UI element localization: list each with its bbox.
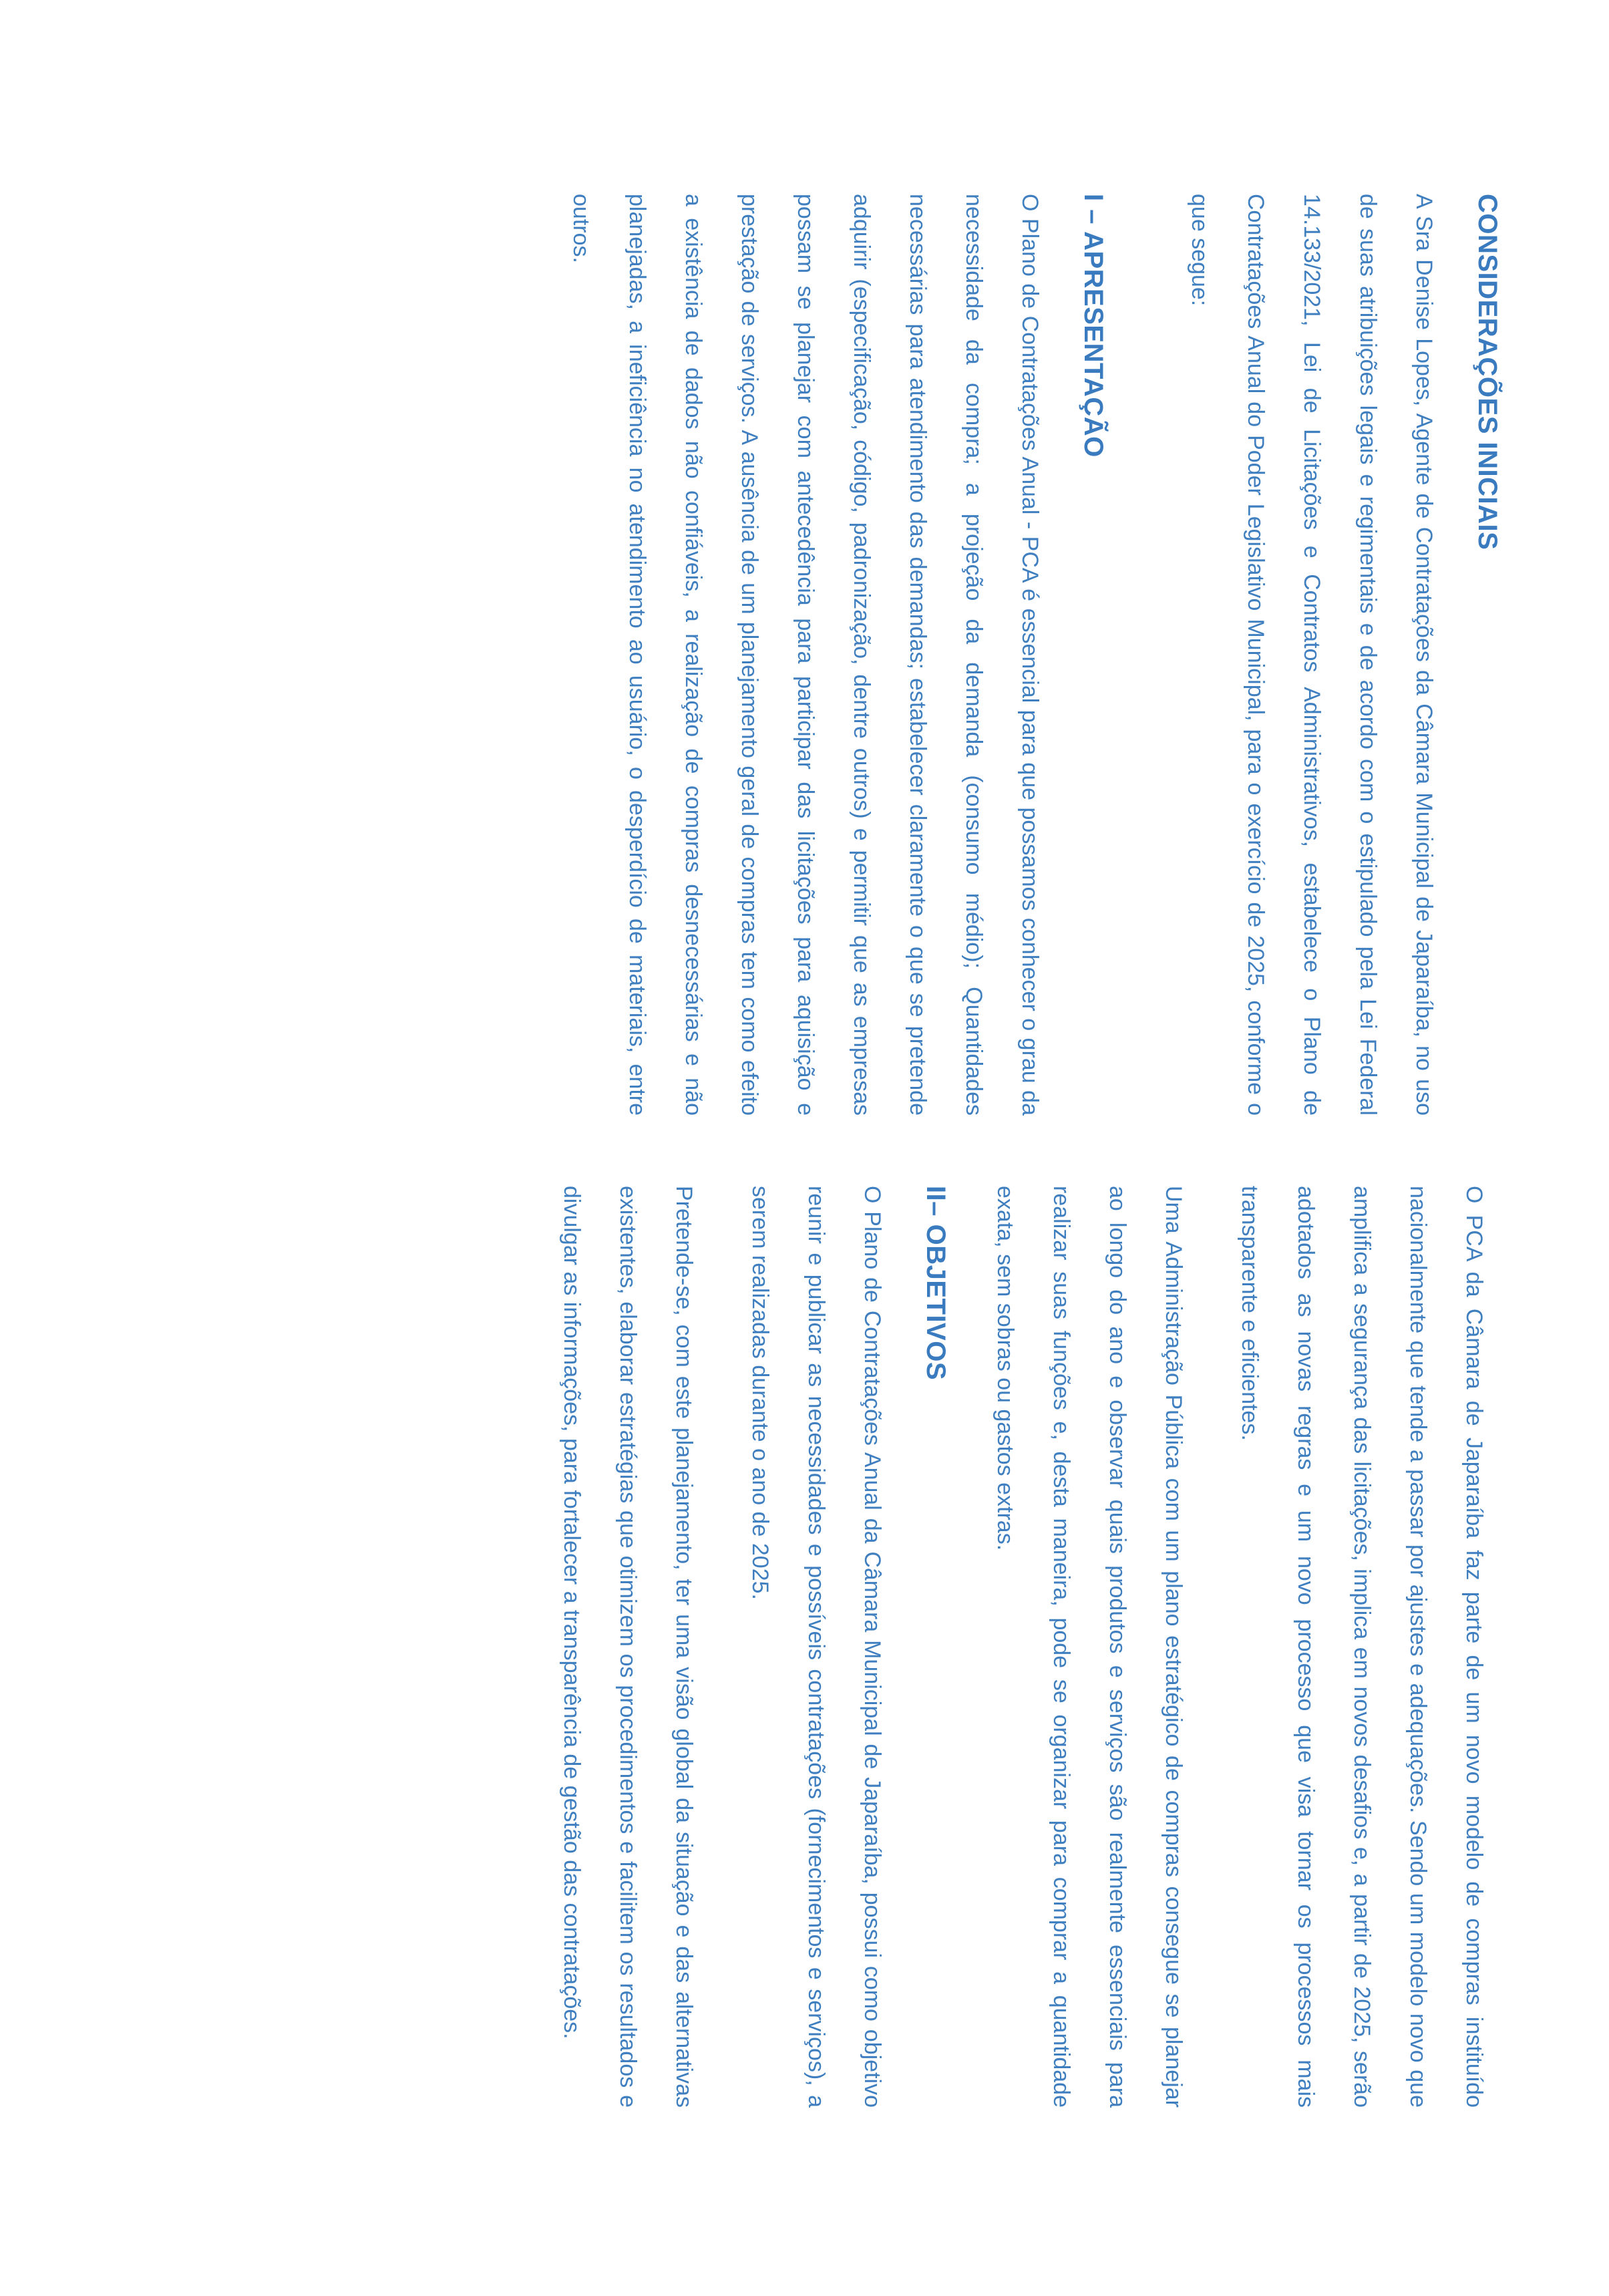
paragraph-administracao: Uma Administração Pública com um plano estratégico de compras consegue se planejar ao longo do ano e observar quais produtos e serviços são realmente essenciais para realizar suas funções e, desta maneira, pode se organizar para comprar a quantidade exata, sem sobras ou gastos extras. — [993, 1186, 1186, 2108]
paragraph-intro: A Sra Denise Lopes, Agente de Contratações da Câmara Municipal de Japaraíba, no uso de suas atribuições legais e regimentais e de acordo com o estipulado pela Lei Federal 14.133/2021, Lei de Licitações e Contratos Administrativos, estabelece o Plano de Contratações Anual do Poder Legislativo Municipal, para o exercício de 2025, conforme o que segue: — [1187, 194, 1437, 1116]
heading-consideracoes-iniciais: CONSIDERAÇÕES INICIAIS — [1473, 194, 1502, 550]
paragraph-apresentacao: O Plano de Contratações Anual - PCA é essencial para que possamos conhecer o grau da necessidade da compra; a projeção da demanda (consumo médio); Quantidades necessárias para atendimento das demandas; estabelecer claramente o que se pretende adquirir (especificação, código, padronização, dentre outros) e permitir que as empresas possam se planejar com antecedência para participar das licitações para aquisição e prestação de serviços. A ausência de um planejamento geral de compras tem como efeito a existência de dados não confiáveis, a realização de compras desnecessárias e não planejadas, a ineficiência no atendimento ao usuário, o desperdício de materiais, entre outros. — [568, 194, 1043, 1116]
right-column — [524, 1186, 1502, 2108]
paragraph-pca-modelo: O PCA da Câmara de Japaraíba faz parte de um novo modelo de compras instituído nacionalmente que tende a passar por ajustes e adequações. Sendo um modelo novo que amplifica a segurança das licitações, implica em novos desafios e, a partir de 2025, serão adotados as novas regras e um novo processo que visa tornar os processos mais transparente e eficientes. — [1237, 1186, 1487, 2108]
paragraph-pretende-se: Pretende-se, com este planejamento, ter uma visão global da situação e das alternativas existentes, elaborar estratégias que otimizem os procedimentos e facilitem os resultados e divulgar as informações, para fortalecer a transparência de gestão das contratações. — [559, 1186, 697, 2108]
heading-objetivos: II– OBJETIVOS — [921, 1186, 950, 1381]
heading-apresentacao: I – APRESENTAÇÃO — [1079, 194, 1108, 458]
paragraph-objetivo: O Plano de Contratações Anual da Câmara Municipal de Japaraíba, possui como objetivo reunir e publicar as necessidades e possíveis contratações (fornecimentos e serviços), a serem realizadas durante o ano de 2025. — [747, 1186, 885, 2108]
left-column — [533, 194, 1502, 1116]
